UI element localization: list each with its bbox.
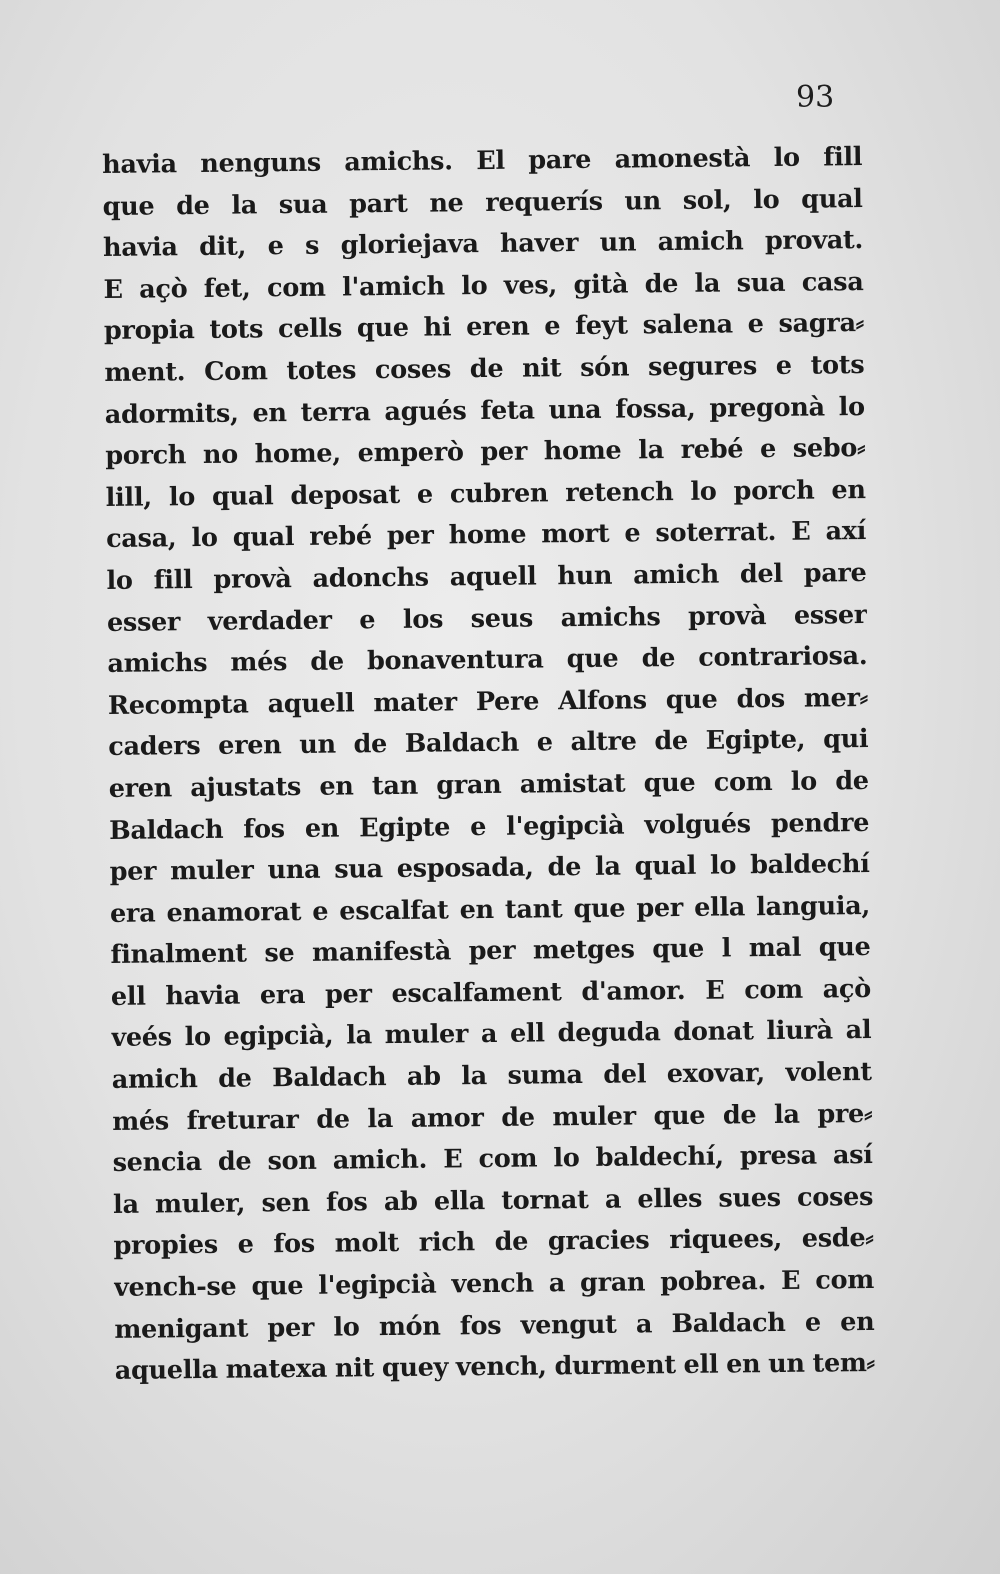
text-line: Baldach fos en Egipte e l'egipcià volgués pendre [109,807,870,846]
text-line: adormits, en terra agués feta una fossa, pregonà lo [104,391,865,430]
text-line: era enamorat e escalfat en tant que per ella languia, [109,890,871,929]
text-line: sencia de son amich. E com lo baldechí, presa así [112,1140,873,1179]
text-line: ment. Com totes coses de nit són segures e tots [104,349,865,388]
text-line: propia tots cells que hi eren e feyt salena e sagra⸗ [103,308,865,347]
text-line: havia dit, e s gloriejava haver un amich provat. [102,225,864,264]
text-line: finalment se manifestà per metges que l mal que [110,932,871,971]
text-line: vench-se que l'egipcià vench a gran pobrea. E com [113,1265,875,1303]
text-line: amich de Baldach ab la suma del exovar, volent [111,1057,872,1096]
page-number: 93 [796,80,835,115]
text-line: porch no home, emperò per home la rebé e sebo⸗ [105,433,866,472]
text-line: aquella matexa nit quey vench, durment ell en un tem⸗ [114,1348,875,1387]
text-line: Recompta aquell mater Pere Alfons que dos mer⸗ [107,682,868,721]
text-line: lo fill provà adonchs aquell hun amich del pare [106,557,867,596]
text-line: E açò fet, com l'amich lo ves, gità de la sua casa [103,266,864,305]
text-line: menigant per lo món fos vengut a Baldach e en [114,1306,875,1345]
text-line: més freturar de la amor de muler que de la pre⸗ [112,1098,873,1137]
text-line: per muler una sua esposada, de la qual lo baldechí [109,849,870,888]
body-text [102,137,875,1393]
text-line: esser verdader e los seus amichs provà esser [106,599,868,638]
text-line: caders eren un de Baldach e altre de Egipte, qui [108,724,869,763]
text-line: havia nenguns amichs. El pare amonestà lo fill [102,142,863,180]
text-line: ell havia era per escalfament d'amor. E com açò [110,973,872,1012]
text-line: casa, lo qual rebé per home mort e soterrat. E axí [105,516,867,555]
text-line: lill, lo qual deposat e cubren retench lo porch en [105,474,866,513]
text-line: que de la sua part ne requerís un sol, lo qual [102,183,863,222]
text-line: veés lo egipcià, la muler a ell deguda donat liurà al [111,1015,872,1054]
text-line: eren ajustats en tan gran amistat que com lo de [108,765,869,804]
text-line: propies e fos molt rich de gracies riquees, esde⸗ [113,1223,874,1262]
text-line: la muler, sen fos ab ella tornat a elles sues coses [112,1181,874,1220]
text-line: amichs més de bonaventura que de contrariosa. [107,641,868,680]
